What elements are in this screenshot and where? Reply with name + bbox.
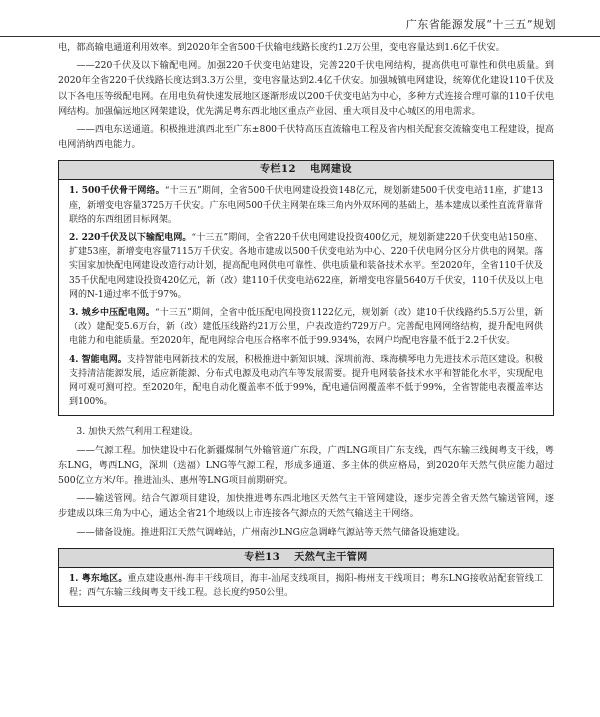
running-title: 广东省能源发展“十三五”规划 <box>405 18 556 31</box>
box-title: 专栏12 电网建设 <box>59 161 553 180</box>
paragraph: 电，都高输电通道利用效率。到2020年全省500千伏输电线路长度约1.2万公里，变电容量达到1.6亿千伏安。 <box>58 42 505 53</box>
box-title: 专栏13 天然气主干管网 <box>59 549 553 568</box>
box-item: 3. 城乡中压配电网。“十三五”期间，全省中低压配电网投资1122亿元，规划新（改）建10千伏线路约5.5万公里，新（改）建配变5.6万台，新（改）建低压线路约21万公里，户表改造约729万户。完善配电网网络结构，提升配电网供电能力和电能质量。至2020年，配电网综合电压合格率不低于99.934%，农网户均配电容量不低于2.2千伏安。 <box>69 308 544 347</box>
paragraph: ——输送管网。结合气源项目建设，加快推进粤东西北地区天然气主干管网建设，逐步完善全省天然气输送管网，逐步建成以珠三角为中心，通达全省21个地级以上市连接各气源点的天然气输送主干网络。 <box>58 493 554 520</box>
box-item: 1. 粤东地区。重点建设惠州-海丰干线项目，海丰-汕尾支线项目，揭阳-梅州支干线项目；粤东LNG接收站配套管线工程；西气东输三线闽粤支干线工程。总长度约950公里。 <box>69 573 544 599</box>
page-body <box>58 40 554 615</box>
paragraph: ——储备设施。推进阳江天然气调峰站，广州南沙LNG应急调峰气源站等天然气储备设施建设。 <box>76 526 466 538</box>
box-item: 1. 500千伏骨干网络。“十三五”期间，全省500千伏电网建设投资148亿元，规划新建500千伏变电站11座，扩建13座，新增变电容量3725万千伏安。广东电网500千伏主网架在珠三角内外双环网的基础上，基本建成以柔性直流背靠背联络的东西组团目标网架。 <box>69 186 543 225</box>
sidebar-box-gas-network <box>58 548 554 607</box>
box-item: 2. 220千伏及以下输配电网。“十三五”期间，全省220千伏电网建设投资400亿元，规划新建220千伏变电站150座、扩建53座，新增变电容量7115万千伏安。各地市建成以500千伏变电站为中心、220千伏电网分区分片供电的网架。落实国家加快配电网建设改造行动计划，提高配电网供电可靠性、供电质量和装备技术水平。至2020年，全省110千伏及35千伏配电网建设投资420亿元，新（改）建110千伏变电站622座，新增变电容量5640万千伏安，110千伏及以上电网的N-1通过率不低于97%。 <box>69 233 543 300</box>
paragraph: ——220千伏及以下输配电网。加强220千伏变电站建设，完善220千伏电网结构，提高供电可靠性和供电质量。到2020年全省220千伏线路长度达到3.3万公里，变电容量达到2.4亿千伏安。加强城镇电网建设，统筹优化建设110千伏及以下各电压等级配电网。在用电负荷快速发展地区逐渐形成以200千伏变电站为中心，多种方式连接合理可靠的110千伏电网结构。加强偏远地区网架建设，优先满足粤东西北地区重点产业园、重大项目及中心城区的用电需求。 <box>58 60 554 117</box>
sidebar-box-grid-construction <box>58 160 554 416</box>
page-header <box>0 6 600 37</box>
paragraph: ——气源工程。加快建设中石化新疆煤制气外输管道广东段，广西LNG项目广东支线，西气东输三线闽粤支干线，粤东LNG，粤西LNG，深圳（迭福）LNG等气源工程，形成多通道、多主体的供应格局，到2020年天然气供应能力超过500亿立方米/年。推进汕头、惠州等LNG项目前期研究。 <box>58 444 554 487</box>
paragraph: ——西电东送通道。积极推进滇西北至广东±800千伏特高压直流输电工程及省内相关配套交流输变电工程建设，提高电网消纳西电能力。 <box>58 124 554 151</box>
section-heading: 3. 加快天然气利用工程建设。 <box>76 426 199 438</box>
box-item: 4. 智能电网。支持智能电网新技术的发展，积极推进中新知识城、深圳前海、珠海横琴电力先进技术示范区建设。积极支持清洁能源发展，适应新能源、分布式电源及电动汽车等发展需要。提升电网装备技术水平和智能化水平，实现配电网可观可测可控。至2020年，配电自动化覆盖率不低于99%，配电通信网覆盖率不低于99%，全省智能电表覆盖率达到100%。 <box>69 354 543 408</box>
